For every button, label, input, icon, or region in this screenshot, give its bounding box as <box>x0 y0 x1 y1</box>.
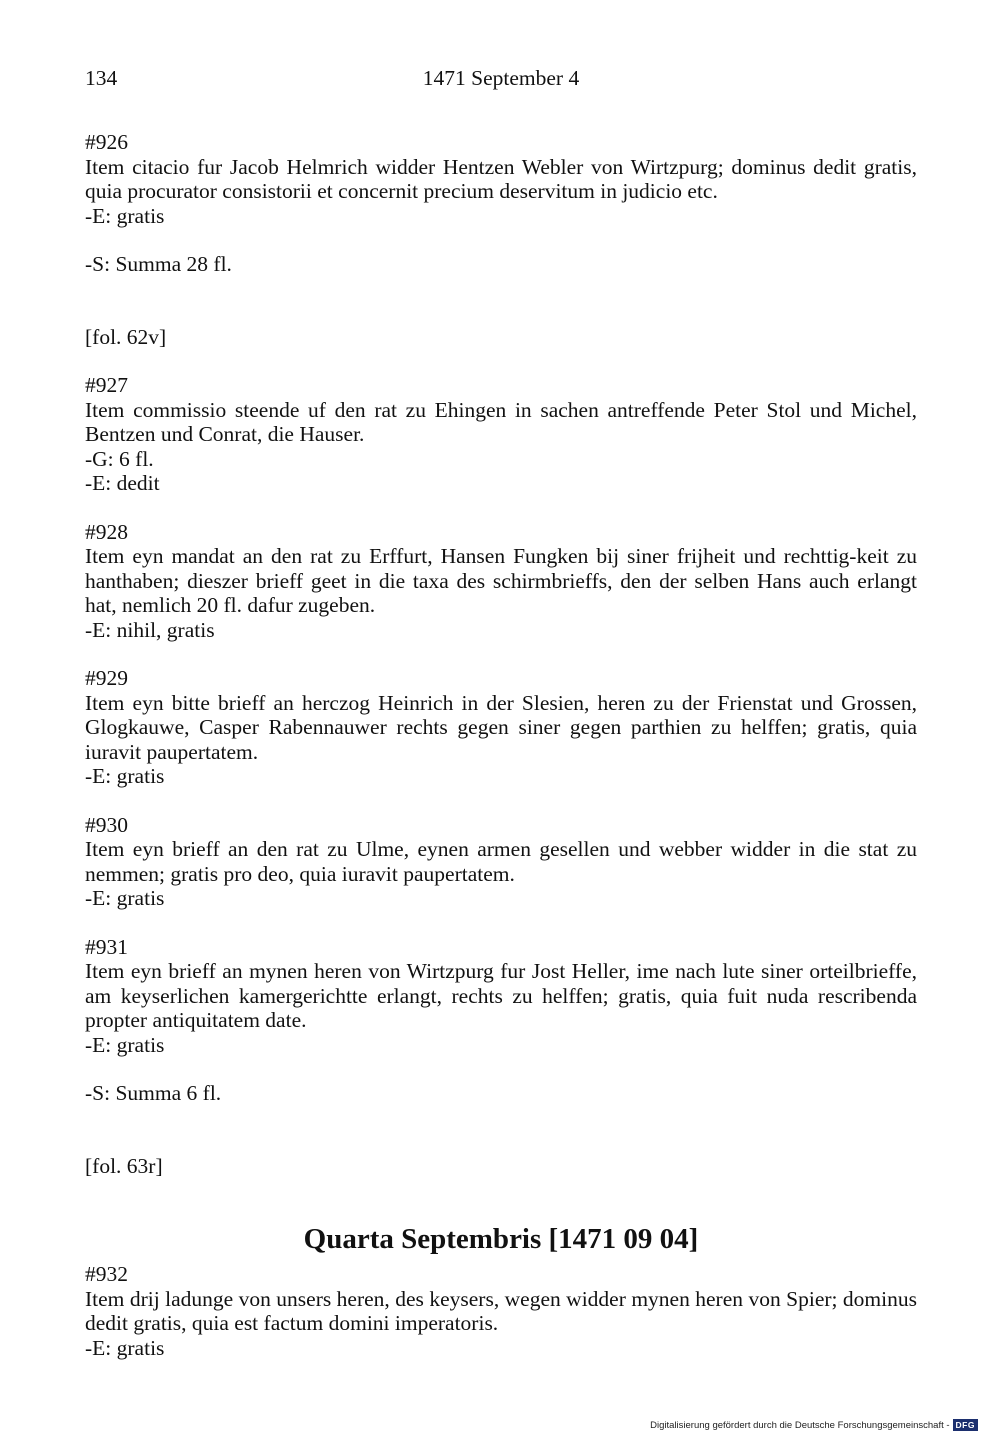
entry <box>85 130 917 228</box>
entry-text: Item eyn brieff an mynen heren von Wirtzpurg fur Jost Heller, ime nach lute siner orteilbrieffe, am keyserlichen kamergerichtte erlangt, rechts zu helffen; gratis, quia fuit nuda rescribenda propter antiquitatem date. <box>85 959 917 1032</box>
entry-note: -E: dedit <box>85 471 160 495</box>
entry-note: -E: gratis <box>85 764 165 788</box>
folio-marker: [fol. 63r] <box>85 1153 163 1178</box>
dfg-logo: DFG <box>953 1419 978 1431</box>
entry-note: -E: gratis <box>85 1032 165 1057</box>
entry-number: #932 <box>85 1262 128 1286</box>
entry <box>85 813 917 911</box>
entries-group-a <box>85 130 917 228</box>
entry-number: #930 <box>85 812 128 837</box>
entry-text: Item drij ladunge von unsers heren, des keysers, wegen widder mynen heren von Spier; dominus dedit gratis, quia est factum domini imperatoris. <box>85 1286 917 1335</box>
entry <box>85 935 917 1058</box>
entry <box>85 666 917 789</box>
entry-text: Item eyn bitte brieff an herczog Heinrich in der Slesien, heren zu der Frienstat und Grossen, Glogkauwe, Casper Rabennauwer rechts gegen siner gegen parthien zu helffen; gratis, quia iuravit paupertatem. <box>85 690 917 764</box>
entry-number: #927 <box>85 373 128 397</box>
section-heading: Quarta Septembris [1471 09 04] <box>303 1223 699 1255</box>
entry-text: Item eyn mandat an den rat zu Erffurt, Hansen Fungken bij siner frijheit und rechttig-keit zu hanthaben; dieszer brieff geet in die taxa des schirmbrieffs, den der selben Hans auch erlangt hat, nemlich 20 fl. dafur zugeben. <box>85 544 917 617</box>
running-head <box>85 66 917 96</box>
entries-group-c <box>85 1262 917 1360</box>
entry-note: -E: nihil, gratis <box>85 617 215 642</box>
entry-note: -E: gratis <box>85 1335 165 1360</box>
entry <box>85 1262 917 1360</box>
entry-number: #929 <box>85 666 128 690</box>
footer-credit <box>650 1419 978 1431</box>
entry-text: Item commissio steende uf den rat zu Ehingen in sachen antreffende Peter Stol und Michel, Bentzen und Conrat, die Hauser. <box>85 397 917 446</box>
entries-group-b <box>85 373 917 1057</box>
summa-line: -S: Summa 6 fl. <box>85 1081 222 1105</box>
entry-note: -E: gratis <box>85 886 165 910</box>
entry-text: Item citacio fur Jacob Helmrich widder Hentzen Webler von Wirtzpurg; dominus dedit gratis, quia procurator consistorii et concernit precium deservitum in judicio etc. <box>85 154 917 203</box>
entry-text: Item eyn brieff an den rat zu Ulme, eynen armen gesellen und webber widder in die stat zu nemmen; gratis pro deo, quia iuravit paupertatem. <box>85 837 917 886</box>
entry <box>85 520 917 643</box>
page <box>85 66 917 1384</box>
entry-note: -E: gratis <box>85 203 165 228</box>
summa-line: -S: Summa 28 fl. <box>85 252 232 276</box>
entry-number: #928 <box>85 519 128 544</box>
footer-credit-text: Digitalisierung gefördert durch die Deutsche Forschungsgemeinschaft - <box>650 1419 950 1431</box>
running-title: 1471 September 4 <box>422 66 580 90</box>
entry <box>85 373 917 496</box>
entry-note: -G: 6 fl. <box>85 446 154 471</box>
entry-number: #926 <box>85 130 128 154</box>
page-number: 134 <box>85 66 118 90</box>
entry-number: #931 <box>85 934 128 959</box>
folio-marker: [fol. 62v] <box>85 324 167 349</box>
